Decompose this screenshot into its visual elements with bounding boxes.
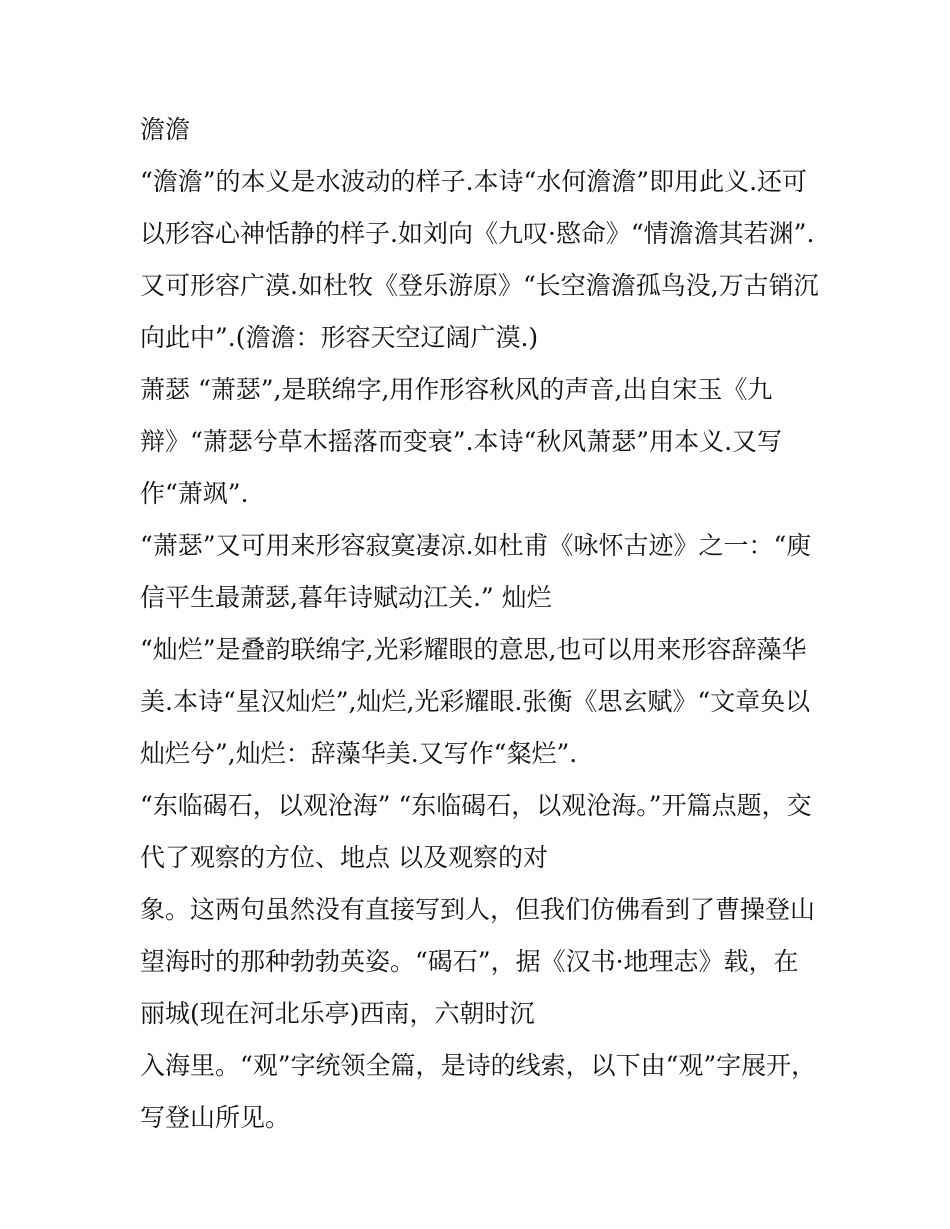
text-line: 又可形容广漠.如杜牧《登乐游原》“长空澹澹孤鸟没,万古销沉 xyxy=(140,271,819,300)
text-line: 作“萧飒”. xyxy=(140,479,249,508)
text-line: 美.本诗“星汉灿烂”,灿烂,光彩耀眼.张衡《思玄赋》“文章奂以 xyxy=(140,687,811,716)
text-line: 辩》“萧瑟兮草木摇落而变衰”.本诗“秋风萧瑟”用本义.又写 xyxy=(140,427,783,456)
text-line: 澹澹 xyxy=(140,115,191,144)
text-line: “灿烂”是叠韵联绵字,光彩耀眼的意思,也可以用来形容辞藻华 xyxy=(140,635,807,664)
text-line: 灿烂兮”,灿烂：辞藻华美.又写作“粲烂”. xyxy=(140,739,578,768)
text-line: 代了观察的方位、地点 以及观察的对 xyxy=(140,843,548,872)
document-body xyxy=(140,104,820,1144)
text-line: “澹澹”的本义是水波动的样子.本诗“水何澹澹”即用此义.还可 xyxy=(140,167,808,196)
text-line: 以形容心神恬静的样子.如刘向《九叹·愍命》“情澹澹其若渊”. xyxy=(140,219,815,248)
text-line: 信平生最萧瑟,暮年诗赋动江关.” 灿烂 xyxy=(140,583,552,612)
text-line: 萧瑟 “萧瑟”,是联绵字,用作形容秋风的声音,出自宋玉《九 xyxy=(140,375,773,404)
text-line: 写登山所见。 xyxy=(140,1103,291,1132)
text-line: “萧瑟”又可用来形容寂寞凄凉.如杜甫《咏怀古迹》之一：“庾 xyxy=(140,531,812,560)
text-line: 象。这两句虽然没有直接写到人，但我们仿佛看到了曹操登山 xyxy=(140,895,816,924)
text-line: 向此中”.(澹澹：形容天空辽阔广漠.) xyxy=(140,323,539,352)
text-line: 望海时的那种勃勃英姿。“碣石”，据《汉书·地理志》载，在 xyxy=(140,947,799,976)
text-line: 丽城(现在河北乐亭)西南，六朝时沉 xyxy=(140,999,535,1028)
text-line: 入海里。“观”字统领全篇，是诗的线索，以下由“观”字展开， xyxy=(140,1051,817,1080)
text-line: “东临碣石，以观沧海” “东临碣石，以观沧海。”开篇点题，交 xyxy=(140,791,812,820)
